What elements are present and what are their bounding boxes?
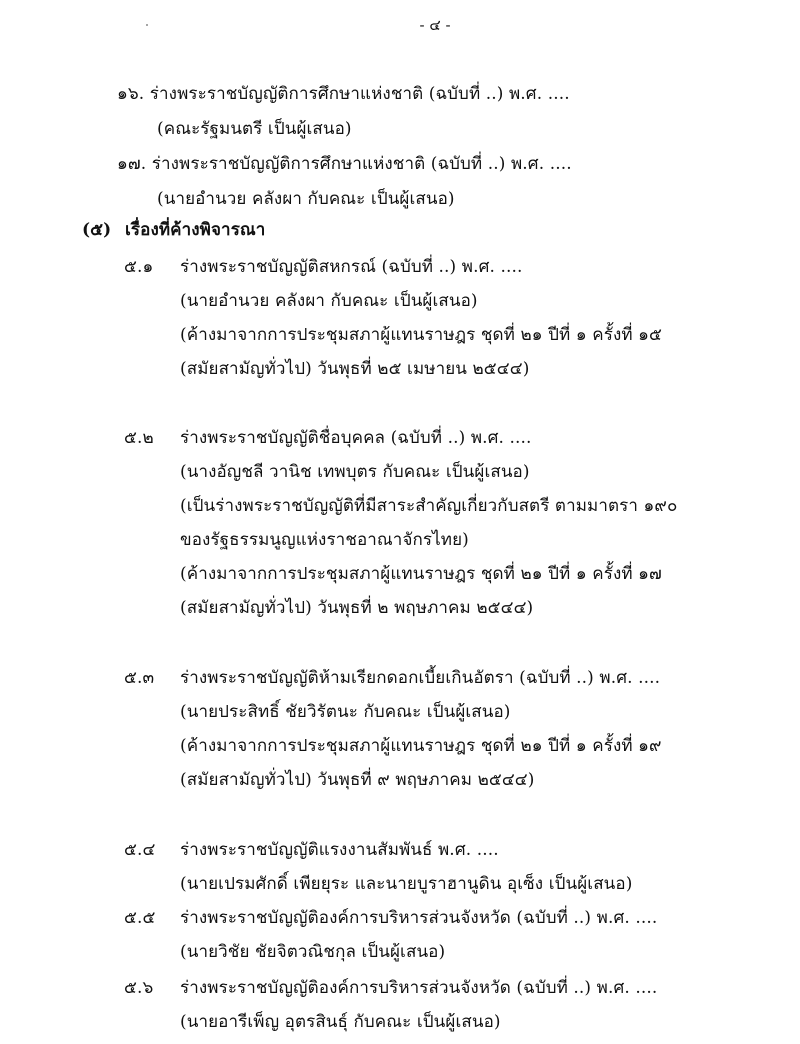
item-5-2-line: (เป็นร่างพระราชบัญญัติที่มีสาระสำคัญเกี่ยวกับสตรี ตามมาตรา ๑๙๐ [180, 496, 678, 516]
item-5-4-title: ร่างพระราชบัญญัติแรงงานสัมพันธ์ พ.ศ. .... [180, 840, 499, 860]
item-16-title: ๑๖. ร่างพระราชบัญญัติการศึกษาแห่งชาติ (ฉบับที่ ..) พ.ศ. .... [117, 84, 570, 104]
item-5-3-title: ร่างพระราชบัญญัติห้ามเรียกดอกเบี้ยเกินอัตรา (ฉบับที่ ..) พ.ศ. .... [180, 668, 661, 688]
item-5-1-line: (สมัยสามัญทั่วไป) วันพุธที่ ๒๕ เมษายน ๒๕๔๔) [180, 359, 530, 379]
item-5-1-number: ๕.๑ [124, 257, 154, 277]
item-5-4-number: ๕.๔ [124, 840, 156, 860]
item-5-2-title: ร่างพระราชบัญญัติชื่อบุคคล (ฉบับที่ ..) พ.ศ. .... [180, 428, 532, 448]
item-5-3-number: ๕.๓ [124, 668, 155, 688]
item-5-2-number: ๕.๒ [124, 428, 154, 448]
item-5-2-line: (ค้างมาจากการประชุมสภาผู้แทนราษฎร ชุดที่ ๒๑ ปีที่ ๑ ครั้งที่ ๑๗ [180, 564, 662, 584]
item-16-sponsor: (คณะรัฐมนตรี เป็นผู้เสนอ) [157, 119, 352, 139]
item-5-6-title: ร่างพระราชบัญญัติองค์การบริหารส่วนจังหวัด (ฉบับที่ ..) พ.ศ. .... [180, 978, 658, 998]
item-17-title: ๑๗. ร่างพระราชบัญญัติการศึกษาแห่งชาติ (ฉบับที่ ..) พ.ศ. .... [117, 154, 572, 174]
section-title: เรื่องที่ค้างพิจารณา [125, 220, 266, 240]
section-number: (๕) [82, 220, 112, 240]
item-5-5-title: ร่างพระราชบัญญัติองค์การบริหารส่วนจังหวัด (ฉบับที่ ..) พ.ศ. .... [180, 908, 658, 928]
item-5-2-line: (สมัยสามัญทั่วไป) วันพุธที่ ๒ พฤษภาคม ๒๕๔๔) [180, 598, 534, 618]
item-5-3-line: (ค้างมาจากการประชุมสภาผู้แทนราษฎร ชุดที่ ๒๑ ปีที่ ๑ ครั้งที่ ๑๙ [180, 736, 662, 756]
item-5-5-number: ๕.๕ [124, 908, 156, 928]
item-5-6-line: (นายอารีเพ็ญ อุตรสินธุ์ กับคณะ เป็นผู้เสนอ) [180, 1012, 501, 1032]
item-5-2-line: (นางอัญชลี วานิช เทพบุตร กับคณะ เป็นผู้เสนอ) [180, 462, 530, 482]
item-5-1-title: ร่างพระราชบัญญัติสหกรณ์ (ฉบับที่ ..) พ.ศ. .... [180, 257, 523, 277]
item-17-sponsor: (นายอำนวย คลังผา กับคณะ เป็นผู้เสนอ) [157, 189, 455, 209]
page-number: - ๔ - [419, 16, 451, 34]
item-5-1-line: (นายอำนวย คลังผา กับคณะ เป็นผู้เสนอ) [180, 291, 478, 311]
item-5-5-line: (นายวิชัย ชัยจิตวณิชกุล เป็นผู้เสนอ) [180, 942, 446, 962]
item-5-3-line: (สมัยสามัญทั่วไป) วันพุธที่ ๙ พฤษภาคม ๒๕๔๔) [180, 770, 535, 790]
scan-speck [146, 24, 148, 26]
item-5-3-line: (นายประสิทธิ์ ชัยวิรัตนะ กับคณะ เป็นผู้เสนอ) [180, 702, 511, 722]
item-5-2-line: ของรัฐธรรมนูญแห่งราชอาณาจักรไทย) [180, 530, 469, 550]
item-5-4-line: (นายเปรมศักดิ์ เพียยุระ และนายบูราฮานูดิน อุเซ็ง เป็นผู้เสนอ) [180, 874, 633, 894]
item-5-1-line: (ค้างมาจากการประชุมสภาผู้แทนราษฎร ชุดที่ ๒๑ ปีที่ ๑ ครั้งที่ ๑๕ [180, 325, 663, 345]
item-5-6-number: ๕.๖ [124, 978, 154, 998]
